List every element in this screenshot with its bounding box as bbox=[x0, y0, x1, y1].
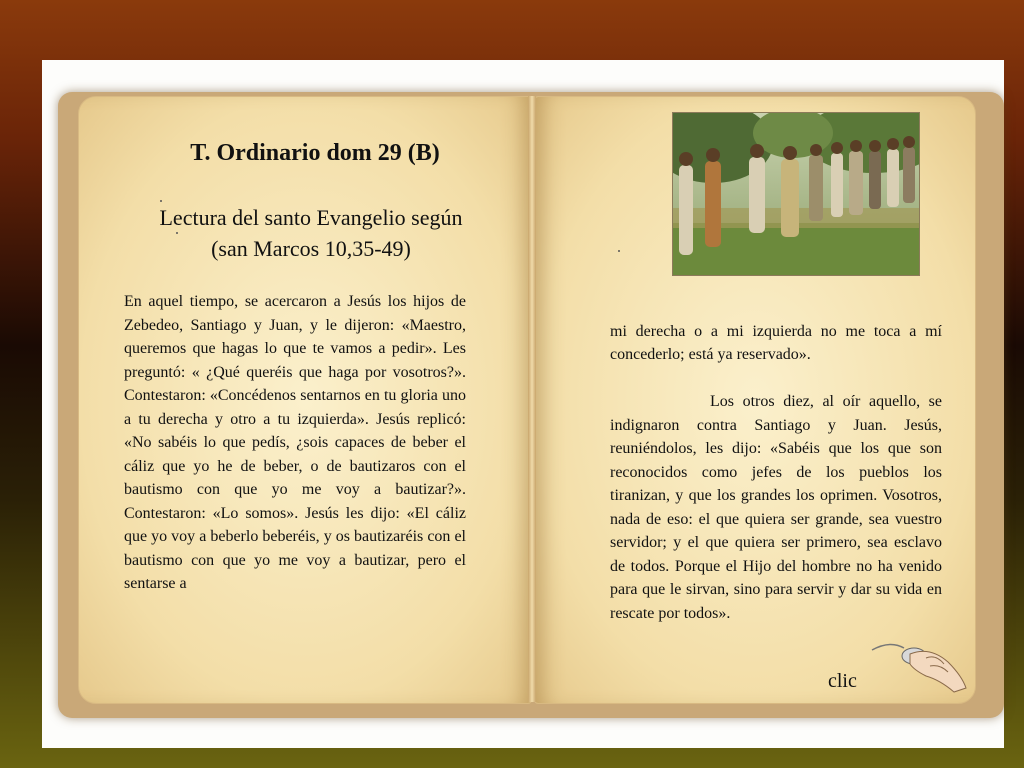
subtitle-reference: (san Marcos 10,35-49) bbox=[211, 236, 411, 261]
gospel-text-right bbox=[610, 296, 942, 649]
gospel-text-left: En aquel tiempo, se acercaron a Jesús los hijos de Zebedeo, Santiago y Juan, y le dijeron: «Maestro, queremos que hagas lo que te vamos a pedir». Les preguntó: « ¿Qué queréis que haga por vosotros?». Contestaron: «Concédenos sentarnos en tu gloria uno a tu derecha y otro a tu izquierda». Jesús replicó: «No sabéis lo que pedís, ¿sois capaces de beber el cáliz que yo he de beber, o de bautizaros con el bautismo con que yo me voy a bautizar?». Contestaron: «Lo somos». Jesús les dijo: «El cáliz que yo voy a beberlo beberéis, y os bautizaréis con el bautismo con que yo me voy a bautizar, pero el sentarse a bbox=[124, 293, 466, 592]
subtitle-line: Lectura del santo Evangelio según bbox=[159, 205, 463, 230]
jesus-disciples-image bbox=[672, 112, 920, 276]
page-title: T. Ordinario dom 29 (B) bbox=[190, 140, 440, 166]
gospel-paragraph: mi derecha o a mi izquierda no me toca a mí concederlo; está ya reservado». bbox=[610, 322, 942, 363]
gospel-subtitle bbox=[118, 202, 504, 264]
decorative-dot bbox=[618, 250, 620, 252]
book-spine bbox=[528, 96, 536, 702]
hand-pointer-mouse-icon[interactable] bbox=[870, 636, 970, 696]
clic-link[interactable]: clic bbox=[828, 670, 857, 692]
gospel-paragraph: Los otros diez, al oír aquello, se indignaron contra Santiago y Juan. Jesús, reuniéndolos, les dijo: «Sabéis que los que son reconocidos como jefes de los pueblos los tiranizan, y que los grandes los oprimen. Vosotros, nada de eso: el que quiera ser grande, sea vuestro servidor; y el que quiera ser primero, sea esclavo de todos. Porque el Hijo del hombre no ha venido para que le sirvan, sino para servir y dar su vida en rescate por todos». bbox=[610, 393, 942, 622]
